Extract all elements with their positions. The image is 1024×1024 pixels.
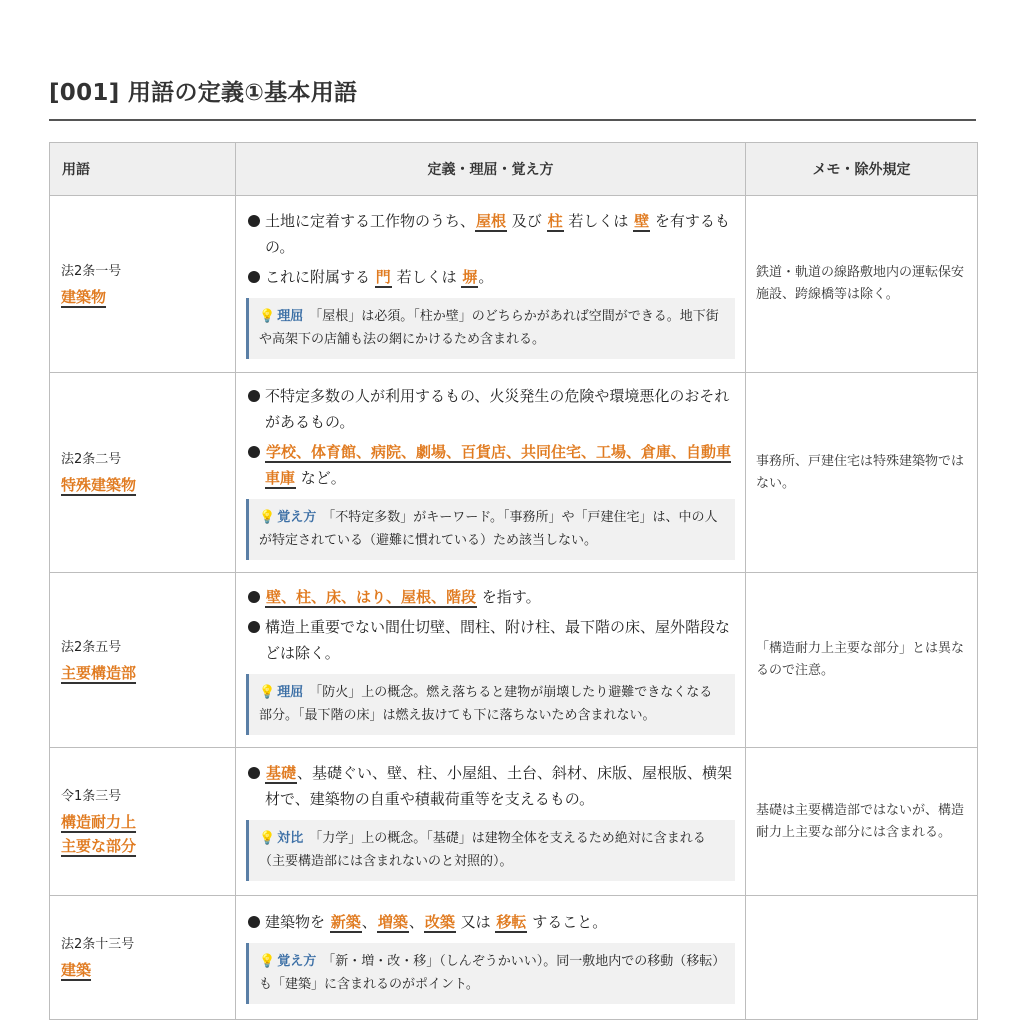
lightbulb-icon: 💡 <box>259 831 276 846</box>
note-label: 覚え方 <box>277 954 317 969</box>
keyword: 屋根 <box>476 211 507 230</box>
lightbulb-icon: 💡 <box>259 308 276 324</box>
title-divider <box>49 119 976 121</box>
term-cell <box>50 748 236 896</box>
lightbulb-icon: 💡 <box>259 954 276 969</box>
keyword: 壁、柱、床、はり、屋根、階段 <box>266 587 477 606</box>
lightbulb-icon: 💡 <box>259 510 276 525</box>
keyword: 塀 <box>462 267 478 286</box>
bullet-item: 構造上重要でない間仕切壁、間柱、附け柱、最下階の床、屋外階段などは除く。 <box>246 614 735 666</box>
note-label: 理屈 <box>277 684 304 700</box>
note-box <box>246 674 735 735</box>
keyword: 壁 <box>634 211 650 230</box>
note-label: 理屈 <box>277 308 304 324</box>
bullet-item: 壁、柱、床、はり、屋根、階段 を指す。 <box>246 584 735 610</box>
note-box <box>246 820 735 881</box>
keyword: 新築 <box>330 913 361 931</box>
bullet-item: 学校、体育館、病院、劇場、百貨店、共同住宅、工場、倉庫、自動車車庫 など。 <box>246 439 735 491</box>
note-text: 「防火」上の概念。燃え落ちると建物が崩壊したり避難できなくなる部分。「最下階の床」は燃え抜けても下に落ちないため含まれない。 <box>259 684 713 723</box>
term-cell <box>50 896 236 1020</box>
note-box <box>246 943 735 1004</box>
page-title: [001] 用語の定義①基本用語 <box>49 80 358 106</box>
term-cell <box>50 573 236 748</box>
bullet-item: 基礎、基礎ぐい、壁、柱、小屋組、土台、斜材、床版、屋根版、横架材で、建築物の自重や積載荷重等を支えるもの。 <box>246 760 735 812</box>
note-label: 覚え方 <box>277 510 317 525</box>
memo-cell: 「構造耐力上主要な部分」とは異なるので注意。 <box>746 573 978 748</box>
table-row <box>50 748 978 896</box>
terms-table <box>49 142 978 1020</box>
header-definition: 定義・理屈・覚え方 <box>236 143 746 196</box>
term-name: 建築 <box>61 961 92 979</box>
table-header-row <box>50 143 978 196</box>
note-text: 「新・増・改・移」（しんぞうかいい）。同一敷地内での移動（移転）も「建築」に含まれるのがポイント。 <box>259 954 719 992</box>
bullet-item: 不特定多数の人が利用するもの、火災発生の危険や環境悪化のおそれがあるもの。 <box>246 383 735 435</box>
bullet-item: 土地に定着する工作物のうち、屋根 及び 柱 若しくは 壁 を有するもの。 <box>246 208 735 260</box>
memo-cell: 事務所、戸建住宅は特殊建築物ではない。 <box>746 373 978 573</box>
note-text: 「力学」上の概念。「基礎」は建物全体を支えるため絶対に含まれる（主要構造部には含まれないのと対照的）。 <box>259 831 706 869</box>
term-name: 特殊建築物 <box>61 476 137 494</box>
term-name: 建築物 <box>61 287 107 306</box>
definition-cell <box>236 373 746 573</box>
header-memo: メモ・除外規定 <box>746 143 978 196</box>
bullet-item: これに附属する 門 若しくは 塀。 <box>246 264 735 290</box>
law-reference: 法2条五号 <box>61 639 122 655</box>
law-reference: 法2条二号 <box>61 452 122 467</box>
memo-cell: 基礎は主要構造部ではないが、構造耐力上主要な部分には含まれる。 <box>746 748 978 896</box>
table-row <box>50 373 978 573</box>
definition-cell <box>236 196 746 373</box>
term-cell <box>50 196 236 373</box>
keyword: 柱 <box>547 211 563 230</box>
law-reference: 令1条三号 <box>61 789 122 804</box>
table-row <box>50 573 978 748</box>
term-cell <box>50 373 236 573</box>
keyword: 学校、体育館、病院、劇場、百貨店、共同住宅、工場、倉庫、自動車車庫 <box>265 443 732 487</box>
definition-cell <box>236 748 746 896</box>
note-box <box>246 298 735 359</box>
bullet-item: 建築物を 新築、増築、改築 又は 移転 すること。 <box>246 909 735 935</box>
table-row <box>50 896 978 1020</box>
note-box <box>246 499 735 560</box>
header-term: 用語 <box>50 143 236 196</box>
term-name: 主要構造部 <box>61 663 137 682</box>
note-text: 「不特定多数」がキーワード。「事務所」や「戸建住宅」は、中の人が特定されている（避難に慣れている）ため該当しない。 <box>259 510 718 548</box>
term-name: 構造耐力上 主要な部分 <box>61 813 137 855</box>
table-row <box>50 196 978 373</box>
law-reference: 法2条一号 <box>61 263 122 279</box>
definition-cell <box>236 573 746 748</box>
keyword: 増築 <box>377 913 408 931</box>
keyword: 基礎 <box>266 764 297 782</box>
keyword: 移転 <box>496 913 527 931</box>
memo-cell <box>746 896 978 1020</box>
note-label: 対比 <box>277 831 304 846</box>
keyword: 改築 <box>424 913 455 931</box>
memo-cell: 鉄道・軌道の線路敷地内の運転保安施設、跨線橋等は除く。 <box>746 196 978 373</box>
keyword: 門 <box>375 267 391 286</box>
definition-cell <box>236 896 746 1020</box>
note-text: 「屋根」は必須。「柱か壁」のどちらかがあれば空間ができる。地下街や高架下の店舗も法の網にかけるため含まれる。 <box>259 308 719 347</box>
law-reference: 法2条十三号 <box>61 937 135 952</box>
lightbulb-icon: 💡 <box>259 684 276 700</box>
